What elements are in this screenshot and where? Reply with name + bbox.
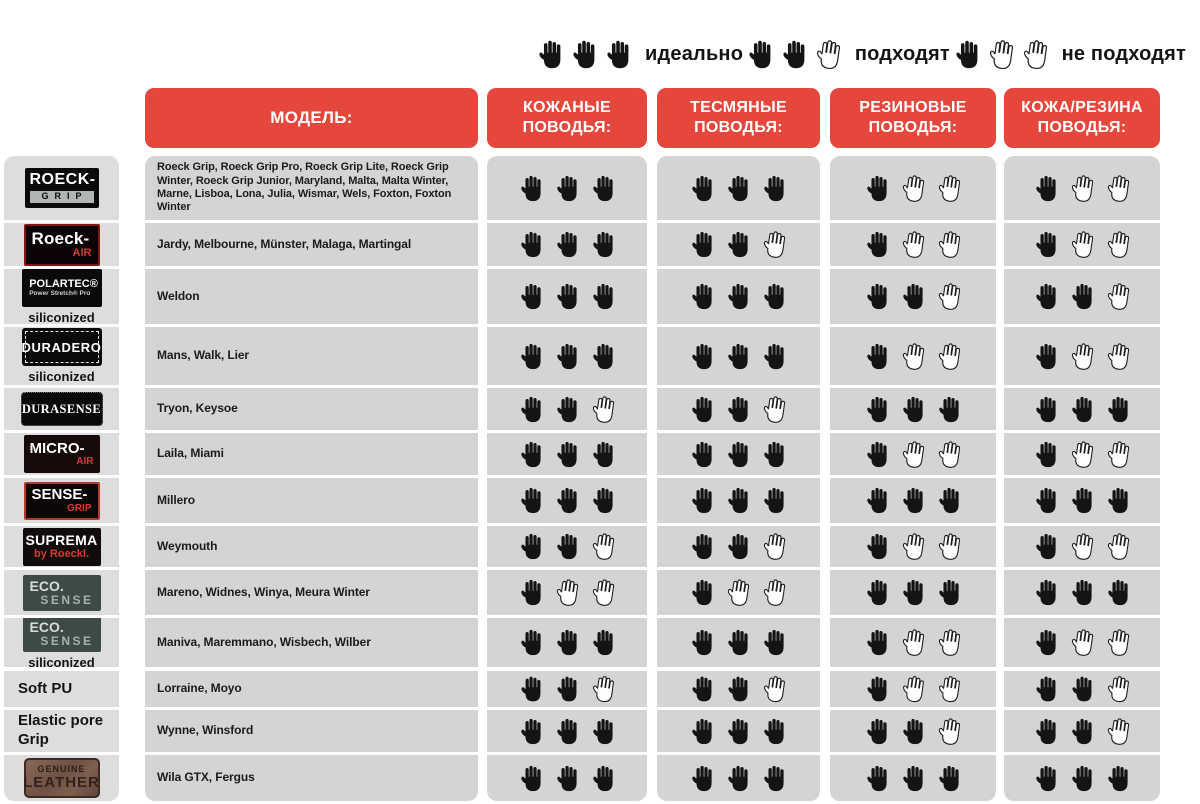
rating-cell <box>657 327 820 385</box>
material-cell <box>4 570 119 615</box>
model-names-cell <box>145 269 478 324</box>
rating-cell <box>830 526 996 567</box>
hand-outline-icon <box>761 229 788 261</box>
hand-filled-icon <box>1035 395 1058 424</box>
hand-outline-icon <box>936 281 963 313</box>
rating-cell <box>830 755 996 801</box>
header-line1: ТЕСМЯНЫЕ <box>690 98 787 116</box>
hand-filled-icon <box>866 628 889 657</box>
rating-cell <box>487 388 647 430</box>
hand-filled-icon <box>866 675 889 703</box>
logo-line1: ECO. <box>29 618 64 635</box>
header-line2: ПОВОДЬЯ: <box>522 119 612 136</box>
column-header-reins-2 <box>830 88 996 148</box>
hand-filled-icon <box>866 230 889 259</box>
hand-outline-icon <box>554 577 581 609</box>
hand-filled-icon <box>691 174 714 203</box>
legend-label: подходят <box>854 42 950 65</box>
hand-filled-icon <box>1107 486 1130 515</box>
rating-cell <box>830 388 996 430</box>
hand-outline-icon <box>900 172 927 204</box>
hand-outline-icon <box>900 531 927 563</box>
rating-cell <box>487 710 647 752</box>
hand-filled-icon <box>1035 628 1058 657</box>
eco-sense-logo <box>23 575 101 611</box>
sense-grip-logo <box>24 482 100 520</box>
material-cell <box>4 478 119 523</box>
logo-line2: AIR <box>72 246 92 259</box>
rating-cell <box>657 269 820 324</box>
hand-outline-icon <box>1105 531 1132 563</box>
hand-filled-icon <box>520 174 543 203</box>
hand-filled-icon <box>1071 578 1094 607</box>
column-header-reins-0 <box>487 88 647 148</box>
hand-filled-icon <box>727 486 750 515</box>
eco-sense-logo <box>23 618 101 652</box>
hand-filled-icon <box>520 230 543 259</box>
hand-filled-icon <box>763 628 786 657</box>
hand-filled-icon <box>1035 230 1058 259</box>
hand-outline-icon <box>936 340 963 372</box>
hand-filled-icon <box>556 342 579 371</box>
model-names-text: Lorraine, Moyo <box>157 681 242 696</box>
duradero-logo <box>22 328 102 366</box>
column-header-model: МОДЕЛЬ: <box>145 88 478 148</box>
model-names-text: Mans, Walk, Lier <box>157 348 249 363</box>
logo-line1: DURADERO <box>21 339 102 355</box>
model-names-text: Weldon <box>157 288 200 303</box>
model-names-text: Roeck Grip, Roeck Grip Pro, Roeck Grip Lite, Roeck Grip Winter, Roeck Grip Junior, Maryland, Malta, Malta Winter, Marne, Lisboa, Lona, Julia, Wismar, Wels, Foxton, Foxton Winter <box>157 161 452 214</box>
hand-filled-icon <box>902 764 925 793</box>
logo-line2: by Roeckl. <box>33 548 90 561</box>
model-names-cell <box>145 671 478 707</box>
hand-filled-icon <box>691 628 714 657</box>
hand-outline-icon <box>1105 172 1132 204</box>
hand-outline-icon <box>725 577 752 609</box>
material-cell <box>4 269 119 324</box>
header-line2: ПОВОДЬЯ: <box>868 119 958 136</box>
header-line1: КОЖА/РЕЗИНА <box>1021 98 1143 116</box>
hand-outline-icon <box>1105 627 1132 659</box>
hand-filled-icon <box>866 342 889 371</box>
hand-filled-icon <box>1071 282 1094 311</box>
hand-filled-icon <box>1107 578 1130 607</box>
siliconized-label: siliconized <box>28 309 95 324</box>
logo-line1: MICRO- <box>29 439 85 457</box>
hand-outline-icon <box>900 438 927 470</box>
rating-cell <box>1004 671 1160 707</box>
material-cell <box>4 710 119 752</box>
header-line1: РЕЗИНОВЫЕ <box>859 98 967 116</box>
hand-filled-icon <box>763 440 786 469</box>
hand-filled-icon <box>556 717 579 746</box>
hand-outline-icon <box>900 340 927 372</box>
hand-filled-icon <box>520 764 543 793</box>
hand-filled-icon <box>520 342 543 371</box>
hand-outline-icon <box>900 627 927 659</box>
model-names-text: Maniva, Maremmano, Wisbech, Wilber <box>157 634 371 649</box>
hand-outline-icon <box>1069 172 1096 204</box>
hand-filled-icon <box>1035 440 1058 469</box>
model-names-text: Wila GTX, Fergus <box>157 770 255 785</box>
logo-line1: SUPREMA <box>25 531 98 548</box>
hand-outline-icon <box>936 674 963 705</box>
hand-filled-icon <box>866 486 889 515</box>
hand-filled-icon <box>520 532 543 561</box>
hand-filled-icon <box>727 628 750 657</box>
hand-filled-icon <box>727 532 750 561</box>
material-cell <box>4 671 119 707</box>
hand-outline-icon <box>936 715 963 747</box>
hand-outline-icon <box>936 172 963 204</box>
model-names-text: Laila, Miami <box>157 446 224 461</box>
hand-filled-icon <box>691 282 714 311</box>
hand-filled-icon <box>556 486 579 515</box>
hand-filled-icon <box>520 440 543 469</box>
hand-filled-icon <box>866 174 889 203</box>
hand-filled-icon <box>727 395 750 424</box>
hand-filled-icon <box>592 282 615 311</box>
logo-line1: SENSE- <box>31 486 88 504</box>
polartec-logo <box>22 269 102 307</box>
rating-cell <box>830 618 996 667</box>
hand-outline-icon <box>761 393 788 425</box>
hand-filled-icon <box>866 717 889 746</box>
hand-filled-icon <box>1035 675 1058 703</box>
hand-filled-icon <box>763 282 786 311</box>
rating-cell <box>1004 156 1160 220</box>
hand-filled-icon <box>1107 395 1130 424</box>
rating-cell <box>1004 570 1160 615</box>
model-names-text: Weymouth <box>157 538 218 553</box>
model-names-cell <box>145 388 478 430</box>
rating-cell <box>830 433 996 475</box>
rating-cell <box>1004 526 1160 567</box>
logo-line2: SENSE <box>40 633 94 648</box>
logo-line2: LEATHER <box>23 774 100 792</box>
model-names-cell <box>145 570 478 615</box>
legend-label: не подходят <box>1061 42 1186 65</box>
hand-filled-icon <box>1035 342 1058 371</box>
hand-filled-icon <box>592 342 615 371</box>
rating-cell <box>1004 327 1160 385</box>
hand-filled-icon <box>763 717 786 746</box>
header-line2: ПОВОДЬЯ: <box>694 119 783 136</box>
hand-filled-icon <box>938 486 961 515</box>
logo-line1: Roeck- <box>31 229 90 249</box>
rating-cell <box>830 269 996 324</box>
hand-filled-icon <box>866 282 889 311</box>
material-cell <box>4 433 119 475</box>
hand-outline-icon <box>1069 229 1096 261</box>
hand-filled-icon <box>1071 395 1094 424</box>
suprema-logo <box>23 528 101 566</box>
hand-filled-icon <box>691 578 714 607</box>
hand-filled-icon <box>902 717 925 746</box>
hand-filled-icon <box>691 532 714 561</box>
hand-filled-icon <box>520 628 543 657</box>
hand-outline-icon <box>936 229 963 261</box>
hand-filled-icon <box>866 578 889 607</box>
hand-outline-icon <box>590 393 617 425</box>
hand-filled-icon <box>727 675 750 703</box>
rating-cell <box>830 671 996 707</box>
logo-line1: ECO. <box>29 577 64 594</box>
hand-filled-icon <box>592 440 615 469</box>
rating-cell <box>487 478 647 523</box>
material-cell <box>4 526 119 567</box>
hand-filled-icon <box>592 628 615 657</box>
hand-filled-icon <box>1071 675 1094 703</box>
model-names-cell <box>145 156 478 220</box>
hand-outline-icon <box>1069 438 1096 470</box>
hand-filled-icon <box>1071 717 1094 746</box>
hand-outline-icon <box>1105 281 1132 313</box>
hand-filled-icon <box>520 675 543 703</box>
model-names-cell <box>145 618 478 667</box>
legend-label: идеально <box>645 42 744 65</box>
hand-outline-icon <box>900 229 927 261</box>
material-label: Soft PU <box>18 679 73 697</box>
model-names-cell <box>145 433 478 475</box>
rating-cell <box>1004 710 1160 752</box>
hand-filled-icon <box>520 717 543 746</box>
hand-filled-icon <box>1035 486 1058 515</box>
hand-filled-icon <box>866 395 889 424</box>
hand-outline-icon <box>761 674 788 705</box>
rating-cell <box>657 671 820 707</box>
model-names-text: Millero <box>157 492 195 507</box>
hand-filled-icon <box>727 282 750 311</box>
hand-filled-icon <box>727 174 750 203</box>
hand-filled-icon <box>691 230 714 259</box>
logo-line1: DURASENSE <box>21 401 102 416</box>
material-cell <box>4 388 119 430</box>
logo-line1: POLARTEC® <box>29 277 98 290</box>
logo-line2: AIR <box>76 456 94 468</box>
hand-outline-icon <box>1105 715 1132 747</box>
rating-cell <box>657 156 820 220</box>
logo-line2: Power Stretch® Pro <box>29 289 91 297</box>
rating-cell <box>657 223 820 266</box>
hand-filled-icon <box>556 282 579 311</box>
hand-outline-icon <box>936 438 963 470</box>
hand-outline-icon <box>590 577 617 609</box>
hand-filled-icon <box>520 395 543 424</box>
hand-filled-icon <box>1035 532 1058 561</box>
rating-cell <box>1004 223 1160 266</box>
hand-filled-icon <box>763 764 786 793</box>
hand-filled-icon <box>691 342 714 371</box>
hand-filled-icon <box>727 342 750 371</box>
hand-filled-icon <box>1035 282 1058 311</box>
logo-grip-band: GRIP <box>30 191 94 203</box>
material-cell <box>4 618 119 667</box>
hand-outline-icon <box>1069 340 1096 372</box>
hand-filled-icon <box>866 532 889 561</box>
hand-filled-icon <box>556 440 579 469</box>
hand-filled-icon <box>556 764 579 793</box>
logo-line1: GENUINE <box>37 764 86 775</box>
hand-filled-icon <box>763 486 786 515</box>
micro-air-logo <box>24 435 100 473</box>
hand-filled-icon <box>556 395 579 424</box>
rating-cell <box>830 570 996 615</box>
rating-cell <box>487 526 647 567</box>
rating-cell <box>1004 478 1160 523</box>
rating-cell <box>830 327 996 385</box>
material-label: Elastic pore Grip <box>18 712 104 748</box>
model-names-cell <box>145 327 478 385</box>
hand-filled-icon <box>763 174 786 203</box>
hand-filled-icon <box>1035 764 1058 793</box>
hand-filled-icon <box>556 675 579 703</box>
material-cell <box>4 327 119 385</box>
rating-cell <box>487 755 647 801</box>
hand-outline-icon <box>1069 531 1096 563</box>
model-names-cell <box>145 526 478 567</box>
rating-cell <box>657 478 820 523</box>
hand-filled-icon <box>1035 174 1058 203</box>
rating-cell <box>487 618 647 667</box>
hand-outline-icon <box>1105 438 1132 470</box>
hand-filled-icon <box>866 764 889 793</box>
hand-outline-icon <box>590 531 617 563</box>
rating-cell <box>1004 388 1160 430</box>
hand-filled-icon <box>691 717 714 746</box>
roeck-grip-logo <box>25 168 99 208</box>
column-header-reins-1 <box>657 88 820 148</box>
hand-filled-icon <box>938 578 961 607</box>
siliconized-label: siliconized <box>28 369 95 384</box>
hand-filled-icon <box>691 395 714 424</box>
hand-filled-icon <box>938 764 961 793</box>
hand-filled-icon <box>1107 764 1130 793</box>
hand-filled-icon <box>1071 486 1094 515</box>
rating-cell <box>830 156 996 220</box>
rating-cell <box>487 433 647 475</box>
rating-cell <box>487 223 647 266</box>
rating-cell <box>1004 433 1160 475</box>
hand-filled-icon <box>1035 717 1058 746</box>
rating-cell <box>487 327 647 385</box>
rating-cell <box>487 269 647 324</box>
hand-filled-icon <box>691 764 714 793</box>
hand-filled-icon <box>556 532 579 561</box>
rating-cell <box>487 156 647 220</box>
roeck-air-logo <box>24 224 100 266</box>
hand-outline-icon <box>936 531 963 563</box>
hand-filled-icon <box>938 395 961 424</box>
hand-outline-icon <box>761 577 788 609</box>
hand-filled-icon <box>691 440 714 469</box>
hand-filled-icon <box>520 578 543 607</box>
material-cell <box>4 223 119 266</box>
hand-outline-icon <box>1105 229 1132 261</box>
material-cell <box>4 156 119 220</box>
model-names-cell <box>145 755 478 801</box>
rating-cell <box>487 671 647 707</box>
header-line2: ПОВОДЬЯ: <box>1037 119 1127 136</box>
hand-filled-icon <box>691 486 714 515</box>
model-names-cell <box>145 478 478 523</box>
model-names-cell <box>145 223 478 266</box>
rating-cell <box>657 618 820 667</box>
genuine-leather-logo <box>24 758 100 798</box>
hand-filled-icon <box>691 675 714 703</box>
durasense-logo <box>21 392 103 426</box>
hand-filled-icon <box>592 230 615 259</box>
hand-filled-icon <box>902 282 925 311</box>
hand-filled-icon <box>727 230 750 259</box>
model-names-text: Tryon, Keysoe <box>157 401 238 416</box>
model-names-cell <box>145 710 478 752</box>
hand-filled-icon <box>592 174 615 203</box>
model-names-text: Jardy, Melbourne, Münster, Malaga, Martingal <box>157 236 412 251</box>
hand-filled-icon <box>727 440 750 469</box>
hand-filled-icon <box>763 342 786 371</box>
hand-filled-icon <box>727 764 750 793</box>
rating-cell <box>657 433 820 475</box>
hand-outline-icon <box>1105 674 1132 705</box>
model-names-text: Wynne, Winsford <box>157 723 254 738</box>
hand-outline-icon <box>1105 340 1132 372</box>
logo-line2: GRIP <box>67 502 92 514</box>
hand-outline-icon <box>590 674 617 705</box>
siliconized-label: siliconized <box>28 654 95 667</box>
hand-outline-icon <box>936 627 963 659</box>
material-cell <box>4 755 119 801</box>
hand-filled-icon <box>1035 578 1058 607</box>
logo-line2: SENSE <box>40 592 94 607</box>
hand-outline-icon <box>761 531 788 563</box>
rating-cell <box>487 570 647 615</box>
hand-filled-icon <box>592 717 615 746</box>
header-line1: КОЖАНЫЕ <box>522 98 611 116</box>
rating-cell <box>830 223 996 266</box>
hand-filled-icon <box>556 628 579 657</box>
hand-filled-icon <box>592 486 615 515</box>
rating-cell <box>830 478 996 523</box>
hand-filled-icon <box>556 230 579 259</box>
logo-line1: ROECK- <box>29 171 96 189</box>
hand-filled-icon <box>520 282 543 311</box>
hand-filled-icon <box>520 486 543 515</box>
hand-filled-icon <box>902 395 925 424</box>
hand-outline-icon <box>900 674 927 705</box>
hand-filled-icon <box>727 717 750 746</box>
rating-cell <box>830 710 996 752</box>
rating-cell <box>1004 618 1160 667</box>
rating-cell <box>657 570 820 615</box>
hand-filled-icon <box>1071 764 1094 793</box>
model-names-text: Mareno, Widnes, Winya, Meura Winter <box>157 584 370 599</box>
hand-filled-icon <box>902 486 925 515</box>
rating-cell <box>657 710 820 752</box>
hand-filled-icon <box>592 764 615 793</box>
hand-outline-icon <box>1069 627 1096 659</box>
rating-cell <box>657 526 820 567</box>
hand-filled-icon <box>556 174 579 203</box>
hand-filled-icon <box>902 578 925 607</box>
rating-cell <box>1004 269 1160 324</box>
column-header-reins-3 <box>1004 88 1160 148</box>
rating-cell <box>1004 755 1160 801</box>
rating-cell <box>657 388 820 430</box>
hand-filled-icon <box>866 440 889 469</box>
rating-cell <box>657 755 820 801</box>
